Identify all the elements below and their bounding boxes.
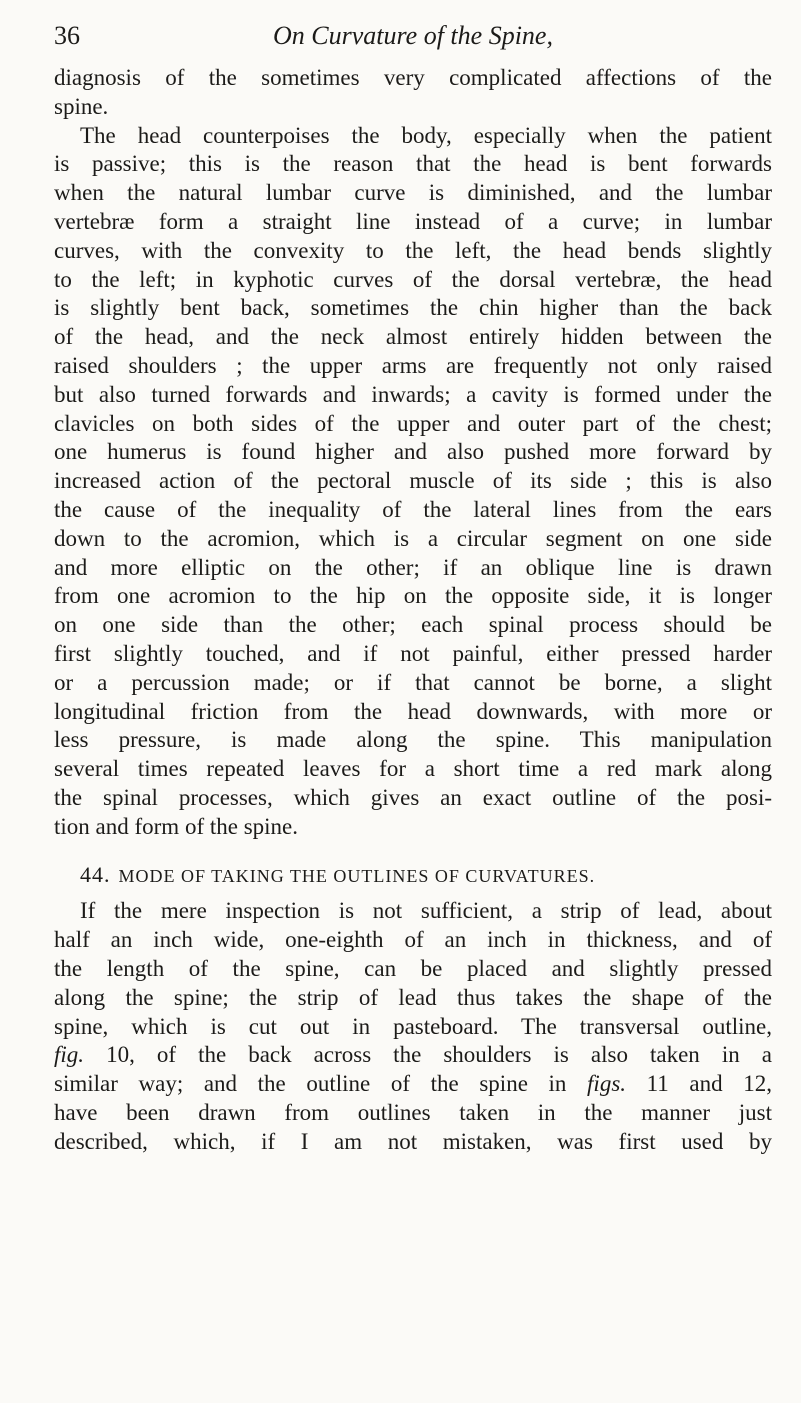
section-number: 44. [80,861,111,887]
text-line: of the head, and the neck almost entirely hidden between the [54,324,772,350]
text-line: tion and form of the spine. [54,813,299,839]
figs-reference: figs. [587,1071,627,1097]
page-number: 36 [54,21,80,50]
text-line: raised shoulders ; the upper arms are frequently not only raised [54,352,772,378]
book-page [54,14,772,1156]
text-line: or a percussion made; or if that cannot be borne, a slight [54,669,772,695]
fig-reference: fig. [54,1042,85,1068]
text-line: diagnosis of the sometimes very complicated affections of the [54,65,772,90]
text-line: the cause of the inequality of the lateral lines from the ears [54,496,772,522]
text-line: one humerus is found higher and also pushed more forward by [54,439,772,465]
text-line: first slightly touched, and if not painful, either pressed harder [54,640,772,666]
text-line: several times repeated leaves for a short time a red mark along [54,756,772,782]
text-segment: 10, of the back across the shoulders is also taken in a [84,1042,772,1068]
text-line: the length of the spine, can be placed and slightly pressed [54,955,772,981]
text-line: is slightly bent back, sometimes the chin higher than the back [54,295,772,321]
text-line: but also turned forwards and inwards; a cavity is formed under the [54,381,772,407]
body-text [54,64,772,1156]
text-line: described, which, if I am not mistaken, was first used by [54,1128,772,1154]
text-line: curves, with the convexity to the left, the head bends slightly [54,237,772,263]
text-line: to the left; in kyphotic curves of the dorsal vertebræ, the head [54,266,772,292]
text-segment: 11 and 12, [626,1071,772,1097]
paragraph-outlines [54,897,772,1156]
text-line: is passive; this is the reason that the head is bent forwards [54,151,772,177]
text-line: longitudinal friction from the head downwards, with more or [54,698,772,724]
text-line: less pressure, is made along the spine. This manipulation [54,727,772,753]
text-line: down to the acromion, which is a circular segment on one side [54,525,772,551]
text-line: clavicles on both sides of the upper and outer part of the chest; [54,410,772,436]
text-line: the spinal processes, which gives an exact outline of the posi- [54,784,772,810]
text-line: have been drawn from outlines taken in the manner just [54,1099,772,1125]
text-line: along the spine; the strip of lead thus takes the shape of the [54,984,772,1010]
paragraph-head-position [54,122,772,842]
running-title: On Curvature of the Spine, [273,21,553,50]
text-line: on one side than the other; each spinal process should be [54,612,772,638]
text-line: The head counterpoises the body, especially when the patient [80,122,772,148]
text-line: half an inch wide, one-eighth of an inch in thickness, and of [54,927,772,953]
text-line: and more elliptic on the other; if an oblique line is drawn [54,554,772,580]
text-line: spine. [54,93,109,119]
text-line-fig-10 [54,1041,772,1070]
section-title: MODE OF TAKING THE OUTLINES OF CURVATURES. [118,865,596,886]
text-line: when the natural lumbar curve is diminished, and the lumbar [54,180,772,206]
text-segment: similar way; and the outline of the spine in [54,1071,588,1097]
text-line: vertebræ form a straight line instead of a curve; in lumbar [54,208,772,234]
text-line: from one acromion to the hip on the opposite side, it is longer [54,583,772,609]
text-line-figs-11-12 [54,1070,772,1099]
section-heading [54,861,772,890]
text-line: spine, which is cut out in pasteboard. The transversal outline, [54,1013,772,1039]
text-line: If the mere inspection is not sufficient, a strip of lead, about [80,898,772,924]
paragraph-continued [54,64,772,122]
running-head [54,14,772,58]
text-line: increased action of the pectoral muscle of its side ; this is also [54,468,772,494]
